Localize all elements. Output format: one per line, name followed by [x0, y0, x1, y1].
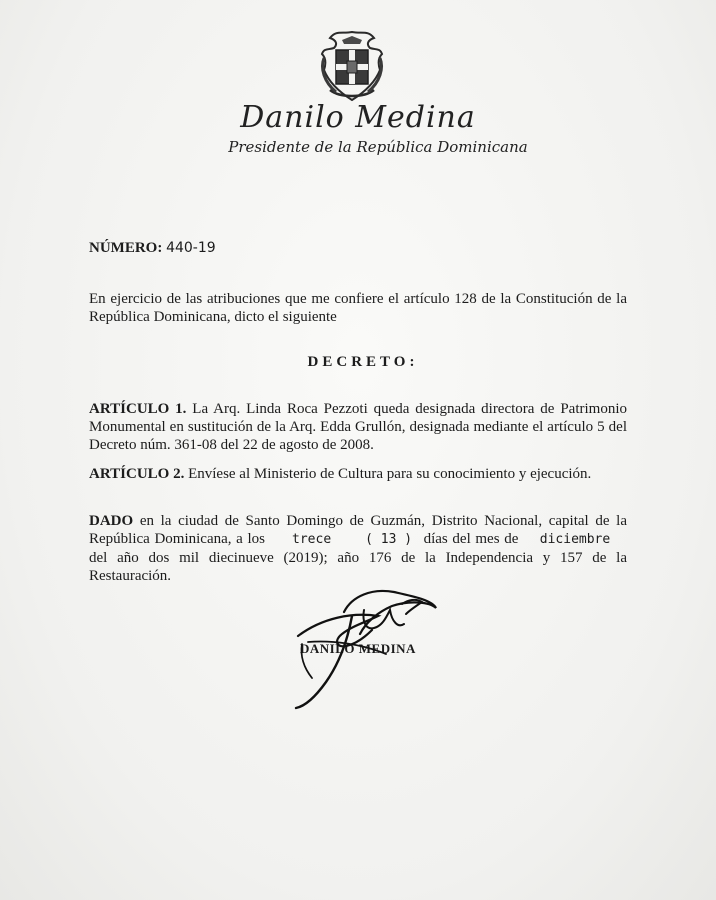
letterhead-name: Danilo Medina — [240, 100, 476, 135]
dado-label: DADO — [89, 513, 134, 529]
article-2-text: Envíese al Ministerio de Cultura para su conocimiento y ejecución. — [184, 466, 592, 482]
decreto-heading: DECRETO: — [307, 354, 419, 370]
day-number-field: ( 13 ) — [365, 532, 413, 547]
decree-number — [89, 240, 216, 257]
dado-text-b: días del mes de — [423, 531, 523, 547]
dado-text-c: del año dos mil diecinueve (2019); año 176 de la Independencia y 157 de la Restauración. — [89, 550, 627, 584]
decree-number-label: NÚMERO: — [89, 240, 163, 256]
signer-name: DANILO MEDINA — [300, 641, 416, 656]
handwritten-signature-icon — [282, 582, 442, 712]
article-1-text: La Arq. Linda Roca Pezzoti queda designada directora de Patrimonio Monumental en sustitución de la Arq. Edda Grullón, designada mediante el artículo 5 del Decreto núm. 361-08 del 22 de agosto de 2008. — [89, 401, 627, 453]
article-1-label: ARTÍCULO 1. — [89, 401, 187, 417]
day-words-field: trece — [292, 532, 332, 547]
decree-number-value: 440-19 — [166, 240, 216, 256]
intro-paragraph: En ejercicio de las atribuciones que me confiere el artículo 128 de la Constitución de la República Dominicana, dicto el siguiente — [89, 291, 627, 325]
letterhead-title: Presidente de la República Dominicana — [228, 138, 528, 156]
dado-text-a: en la ciudad de Santo Domingo de Guzmán, Distrito Nacional, capital de la República Dominicana, a los — [89, 513, 627, 547]
month-field: diciembre — [539, 532, 611, 547]
article-1-paragraph — [89, 400, 627, 454]
coat-of-arms-seal-icon — [316, 28, 388, 106]
article-2-label: ARTÍCULO 2. — [89, 466, 185, 482]
article-2-paragraph — [89, 465, 627, 483]
dado-paragraph — [89, 512, 627, 585]
